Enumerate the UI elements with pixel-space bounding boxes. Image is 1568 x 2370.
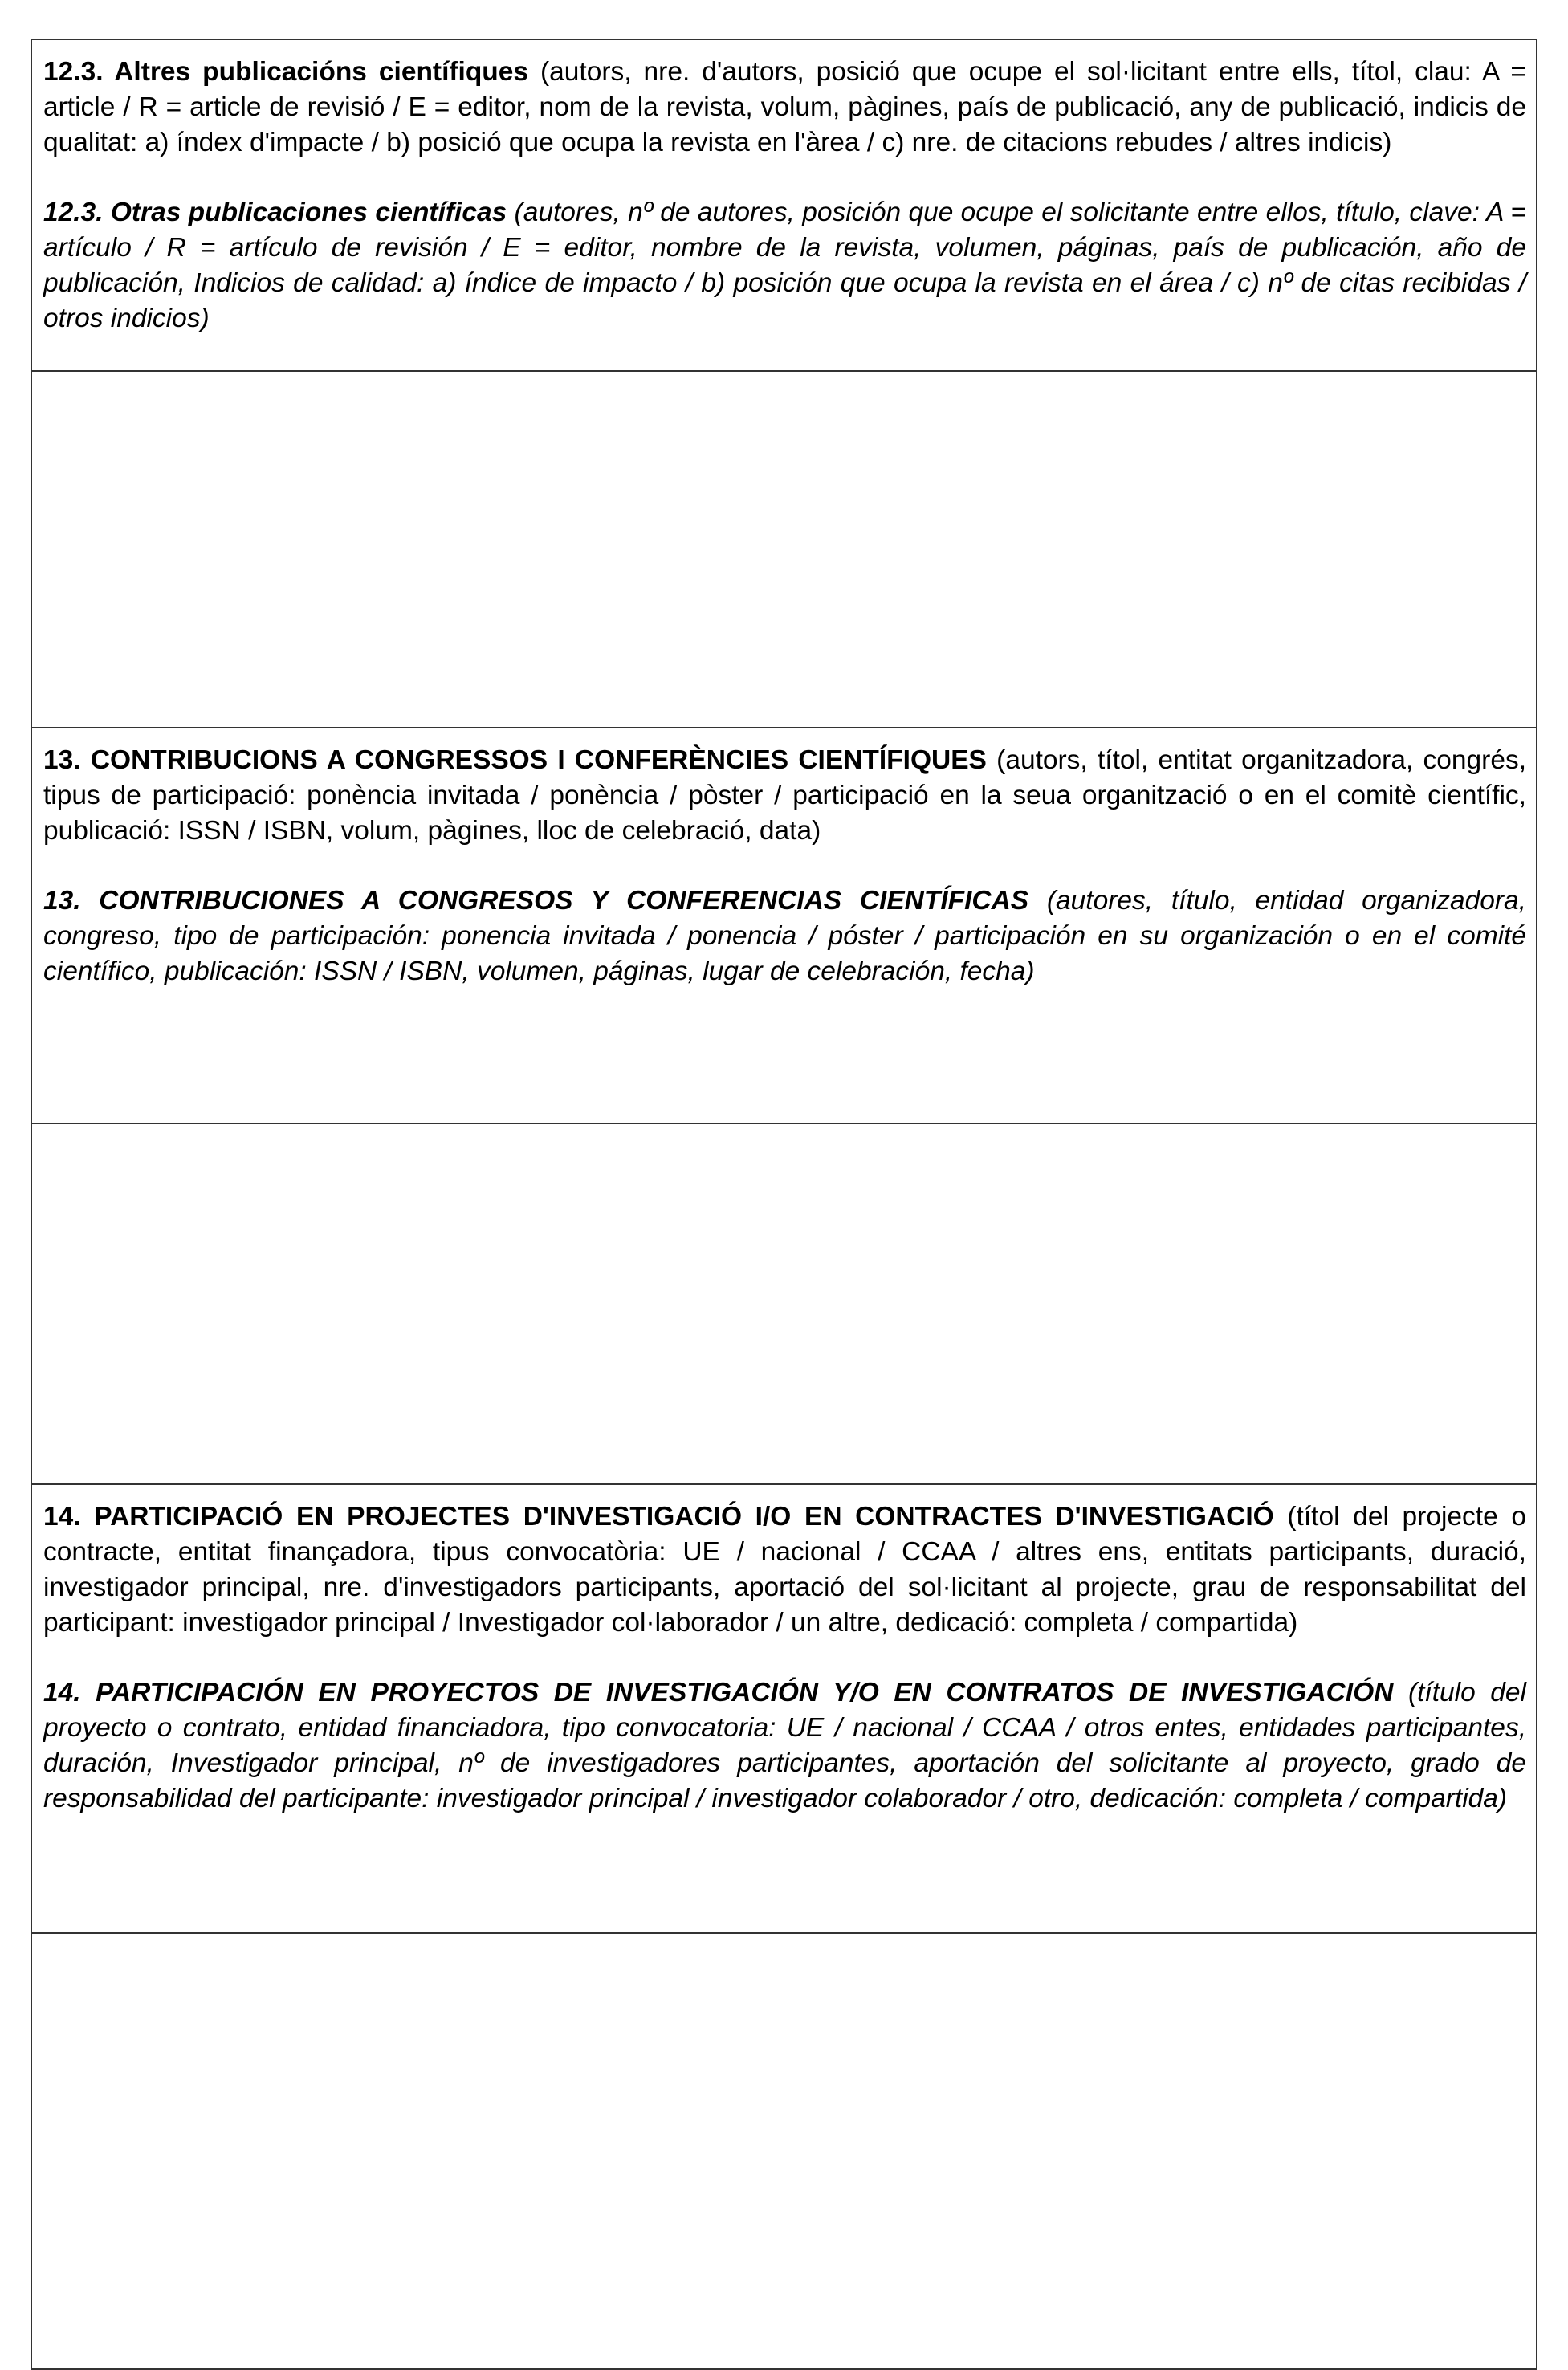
section-14-answer-field[interactable] bbox=[32, 1934, 1537, 2370]
section-13-catalan-title: 13. CONTRIBUCIONS A CONGRESSOS I CONFERÈNCIES CIENTÍFIQUES bbox=[43, 745, 987, 775]
section-12-3-catalan bbox=[43, 55, 1526, 161]
section-14-catalan-description: (títol del projecte o contracte, entitat finançadora, tipus convocatòria: UE / nacional / CCAA / altres ens, entitats participants, duració, investigador principal, nre. d'investigadors participants, aportació del sol·licitant al projecte, grau de responsabilitat del participant: investigador principal / Investigador col·laborador / un altre, dedicació: completa / compartida) bbox=[43, 1502, 1527, 1638]
section-13-spanish bbox=[43, 883, 1526, 989]
section-14-spanish bbox=[43, 1675, 1526, 1817]
section-13-spanish-description: (autores, título, entidad organizadora, congreso, tipo de participación: ponencia invitada / ponencia / póster / participación en su organización o en el comité científico, publicación: ISSN / ISBN, volumen, páginas, lugar de celebración, fecha) bbox=[43, 886, 1526, 986]
section-14-catalan bbox=[43, 1499, 1526, 1641]
section-14-spanish-title: 14. PARTICIPACIÓN EN PROYECTOS DE INVESTIGACIÓN Y/O EN CONTRATOS DE INVESTIGACIÓN bbox=[43, 1678, 1394, 1707]
section-13-header bbox=[32, 728, 1537, 1124]
section-13-catalan bbox=[43, 743, 1526, 849]
section-14-header bbox=[32, 1485, 1537, 1934]
section-13-answer-field[interactable] bbox=[32, 1124, 1537, 1485]
form-table bbox=[31, 39, 1537, 2370]
section-12-3-spanish-description: (autores, nº de autores, posición que ocupe el solicitante entre ellos, título, clave: A = artículo / R = artículo de revisión / E = editor, nombre de la revista, volumen, páginas, país de publicación, año de publicación, Indicios de calidad: a) índice de impacto / b) posición que ocupa la revista en el área / c) nº de citas recibidas / otros indicios) bbox=[43, 198, 1526, 333]
section-12-3-header bbox=[32, 40, 1537, 372]
section-12-3-spanish bbox=[43, 195, 1526, 337]
section-14-spanish-description: (título del proyecto o contrato, entidad financiadora, tipo convocatoria: UE / nacional / CCAA / otros entes, entidades participantes, duración, Investigador principal, nº de investigadores participantes, aportación del solicitante al proyecto, grado de responsabilidad del participante: investigador principal / investigador colaborador / otro, dedicación: completa / compartida) bbox=[43, 1678, 1526, 1813]
section-12-3-answer-field[interactable] bbox=[32, 372, 1537, 728]
section-13-spanish-title: 13. CONTRIBUCIONES A CONGRESOS Y CONFERENCIAS CIENTÍFICAS bbox=[43, 886, 1029, 916]
section-12-3-catalan-title: 12.3. Altres publicacións científiques bbox=[43, 57, 529, 87]
section-12-3-spanish-title: 12.3. Otras publicaciones científicas bbox=[43, 198, 507, 227]
section-13-catalan-description: (autors, títol, entitat organitzadora, congrés, tipus de participació: ponència invitada / ponència / pòster / participació en la seua organització o en el comitè científic, publicació: ISSN / ISBN, volum, pàgines, lloc de celebració, data) bbox=[43, 745, 1527, 846]
section-14-catalan-title: 14. PARTICIPACIÓ EN PROJECTES D'INVESTIGACIÓ I/O EN CONTRACTES D'INVESTIGACIÓ bbox=[43, 1502, 1274, 1532]
section-12-3-catalan-description: (autors, nre. d'autors, posició que ocupe el sol·licitant entre ells, títol, clau: A = article / R = article de revisió / E = editor, nom de la revista, volum, pàgines, país de publicació, any de publicació, indicis de qualitat: a) índex d'impacte / b) posició que ocupa la revista en l'àrea / c) nre. de citacions rebudes / altres indicis) bbox=[43, 57, 1526, 157]
